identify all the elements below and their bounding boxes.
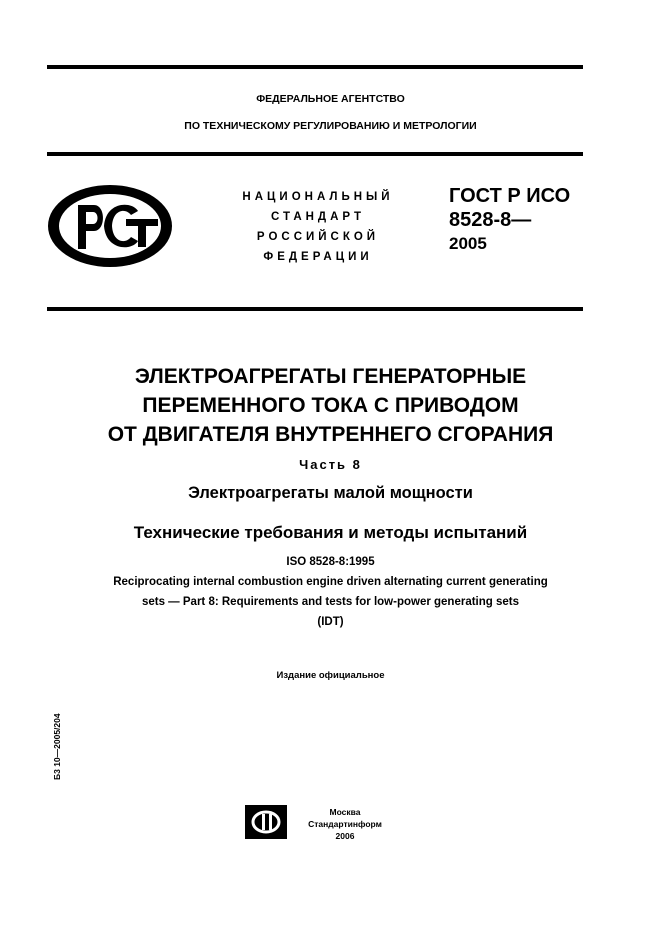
part-label: Часть 8	[299, 457, 362, 472]
side-code: Б3 10—2005/204	[52, 713, 62, 780]
designation-line-3: 2005	[449, 234, 487, 253]
top-rule	[47, 65, 583, 69]
iso-reference: ISO 8528-8:1995	[286, 556, 375, 568]
designation-line-1: ГОСТ Р ИСО	[449, 185, 571, 207]
standard-type-line-2: СТАНДАРТ	[271, 211, 365, 223]
agency-line-2: ПО ТЕХНИЧЕСКОМУ РЕГУЛИРОВАНИЮ И МЕТРОЛОГИИ	[184, 120, 477, 132]
standartinform-icon	[245, 805, 287, 839]
document-title-line-1: ЭЛЕКТРОАГРЕГАТЫ ГЕНЕРАТОРНЫЕ	[134, 365, 527, 388]
document-subtitle: Технические требования и методы испытаний	[133, 523, 528, 542]
header-rule	[47, 152, 583, 156]
masthead-rule	[47, 307, 583, 311]
designation-line-2: 8528-8—	[449, 209, 532, 231]
document-title-line-2: ПЕРЕМЕННОГО ТОКА С ПРИВОДОМ	[142, 394, 519, 417]
standard-type-line-3: РОССИЙСКОЙ	[256, 231, 380, 243]
agency-line-1: ФЕДЕРАЛЬНОЕ АГЕНТСТВО	[256, 93, 405, 105]
standard-type-line-1: НАЦИОНАЛЬНЫЙ	[242, 191, 394, 203]
publisher-year: 2006	[335, 831, 355, 841]
rst-certification-mark-icon	[46, 183, 174, 269]
english-title-line-1: Reciprocating internal combustion engine driven alternating current generating	[113, 576, 548, 588]
idt-label: (IDT)	[317, 616, 344, 628]
document-title-line-3: ОТ ДВИГАТЕЛЯ ВНУТРЕННЕГО СГОРАНИЯ	[107, 423, 554, 446]
english-title-line-2: sets — Part 8: Requirements and tests for low-power generating sets	[141, 596, 520, 608]
part-subtitle: Электроагрегаты малой мощности	[188, 484, 473, 502]
publisher-city: Москва	[329, 807, 361, 817]
edition-label: Издание официальное	[276, 670, 385, 681]
publisher-name: Стандартинформ	[308, 819, 382, 829]
standard-type-line-4: ФЕДЕРАЦИИ	[263, 251, 373, 263]
